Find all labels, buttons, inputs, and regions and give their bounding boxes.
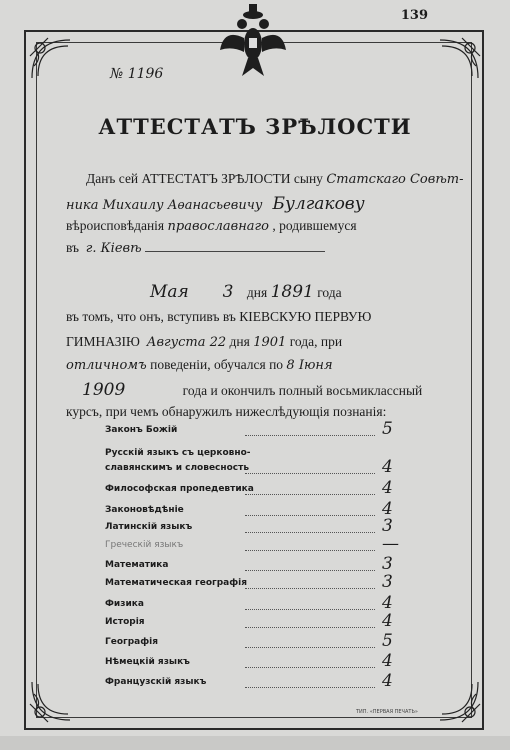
course-line [66, 404, 386, 420]
end-text: года и окончилъ полный восьмиклассный [182, 383, 423, 398]
intro-line-2 [66, 194, 365, 214]
subject-grade: 4 [382, 499, 393, 519]
certificate-title: АТТЕСТАТЪ ЗРѢЛОСТИ [98, 114, 412, 139]
page-number: 139 [400, 8, 428, 23]
serial-number: № 1196 [110, 66, 164, 82]
leader-dots [245, 627, 375, 628]
end-line [82, 380, 422, 400]
scan-bottom-strip [0, 736, 510, 750]
subject-name: славянскимъ и словесность [105, 463, 250, 473]
corner-ornament-icon [436, 678, 482, 724]
subject-grade: 4 [382, 457, 393, 477]
handwritten-end-date: 8 Іюня [286, 358, 333, 373]
born-label: , родившемуся [272, 218, 357, 233]
corner-ornament-icon [436, 36, 482, 82]
day-label: дня [246, 285, 268, 300]
course-text: курсъ, при чемъ обнаружилъ нижеслѣдующія познанія: [66, 404, 387, 419]
handwritten-conduct: отличномъ [66, 358, 147, 373]
subject-grade: 3 [382, 554, 393, 574]
handwritten-birth-day: 3 [222, 282, 234, 302]
entry-text: въ томъ, что онъ, вступивъ въ КІЕВСКУЮ ПЕРВУЮ [66, 309, 372, 324]
leader-dots [245, 494, 375, 495]
subject-grade: 5 [382, 419, 393, 439]
year-label: года [317, 285, 342, 300]
handwritten-religion: православнаго [167, 219, 269, 234]
subject-name: Греческій языкъ [105, 540, 184, 550]
leader-dots [245, 609, 375, 610]
subject-name: Латинскій языкъ [105, 522, 193, 532]
leader-dots [245, 473, 375, 474]
subject-grade: — [382, 534, 399, 554]
subject-grade: 4 [382, 671, 393, 691]
subject-name: Французскій языкъ [105, 677, 207, 687]
subject-grade: 3 [382, 516, 393, 536]
handwritten-birth-year: 1891 [270, 282, 314, 302]
subject-name: Философская пропедевтика [105, 484, 254, 494]
gymnasium-line [66, 334, 342, 350]
gymnasium-label: ГИМНАЗІЮ [66, 334, 140, 349]
intro-line-1 [86, 171, 464, 187]
religion-label: вѣроисповѣданія [66, 218, 165, 233]
entry-day-label: дня [229, 334, 250, 349]
leader-dots [245, 515, 375, 516]
subject-grade: 5 [382, 631, 393, 651]
corner-ornament-icon [28, 678, 74, 724]
conduct-line [66, 357, 333, 373]
leader-dots [245, 550, 375, 551]
entry-year-label: года, при [289, 334, 343, 349]
handwritten-surname: Булгакову [272, 194, 365, 214]
intro-line-4 [66, 240, 325, 256]
corner-ornament-icon [28, 36, 74, 82]
handwritten-birth-month: Мая [150, 282, 189, 302]
in-label: въ [66, 240, 80, 255]
handwritten-name: ника Михаилу Аѳанасьевичу [66, 198, 263, 213]
leader-dots [245, 647, 375, 648]
handwritten-rank: Статскаго Совѣт- [326, 172, 464, 187]
subject-name: Русскій языкъ съ церковно- [105, 448, 251, 458]
leader-dots [245, 532, 375, 533]
subject-name: Математическая географія [105, 578, 248, 588]
subject-name: Физика [105, 599, 144, 609]
double-headed-eagle-emblem-icon [218, 2, 288, 82]
leader-dots [245, 588, 375, 589]
handwritten-birthplace: г. Кіевѣ [85, 241, 142, 256]
subject-name: Математика [105, 560, 169, 570]
leader-dots [245, 435, 375, 436]
subject-name: Географія [105, 637, 159, 647]
intro-line-3 [66, 218, 357, 234]
handwritten-end-year: 1909 [82, 380, 126, 400]
subject-name: Законъ Божій [105, 425, 178, 435]
subject-grade: 4 [382, 611, 393, 631]
leader-dots [245, 687, 375, 688]
handwritten-entry-year: 1901 [253, 335, 287, 350]
entry-line [66, 309, 371, 325]
conduct-text: поведеніи, обучался по [150, 357, 284, 372]
leader-dots [245, 667, 375, 668]
subject-grade: 4 [382, 478, 393, 498]
printer-stamp: ТИП. «ПЕРВАЯ ПЕЧАТЬ» [356, 709, 418, 715]
subject-grade: 4 [382, 593, 393, 613]
birth-date-line [150, 282, 342, 302]
subject-grade: 3 [382, 572, 393, 592]
leader-dots [245, 570, 375, 571]
subject-name: Исторія [105, 617, 145, 627]
subject-grade: 4 [382, 651, 393, 671]
subject-name: Законовѣдѣніе [105, 505, 184, 515]
subject-name: Нѣмецкій языкъ [105, 657, 190, 667]
intro-printed-text: Данъ сей АТТЕСТАТЪ ЗРѢЛОСТИ сыну [86, 171, 323, 186]
handwritten-entry-date: Августа 22 [146, 335, 227, 350]
